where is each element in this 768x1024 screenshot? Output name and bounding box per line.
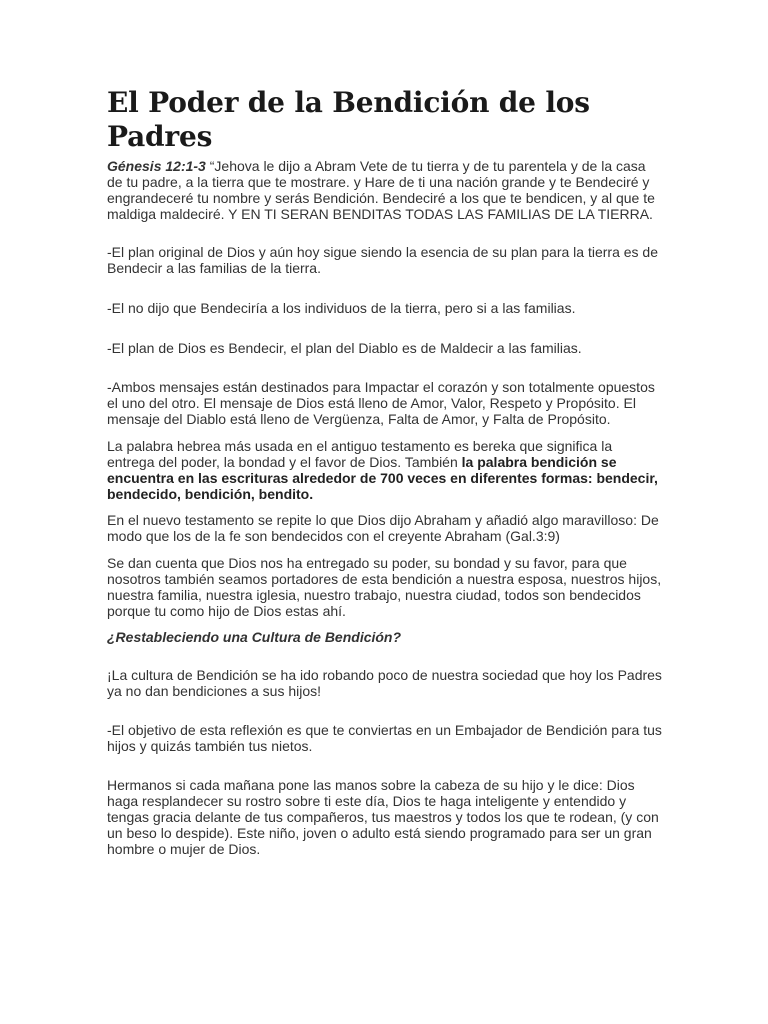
- paragraph-palabra-hebrea-bold: la palabra bendición se encuentra en las escrituras alrededor de 700 veces en diferentes formas: bendecir, bendecido, bendición, bendito.: [107, 454, 658, 502]
- verse-open-quote: “: [205, 158, 215, 174]
- paragraph-cultura: ¡La cultura de Bendición se ha ido robando poco de nuestra sociedad que hoy los Padres ya no dan bendiciones a sus hijos!: [107, 667, 662, 699]
- paragraph-palabra-hebrea-text: La palabra hebrea más usada en el antiguo testamento es bereka que significa la entrega del poder, la bondad y el favor de Dios. También: [107, 438, 613, 470]
- paragraph-hermanos: Hermanos si cada mañana pone las manos sobre la cabeza de su hijo y le dice: Dios haga resplandecer su rostro sobre ti este día, Dios te haga inteligente y entendido y tengas gracia delante de tus compañeros, tus maestros y todos los que te rodean, (y con un beso lo despide). Este niño, joven o adulto está siendo programado para ser un gran hombre o mujer de Dios.: [107, 777, 659, 857]
- paragraph-se-dan-cuenta: Se dan cuenta que Dios nos ha entregado su poder, su bondad y su favor, para que nosotros también seamos portadores de esta bendición a nuestra esposa, nuestros hijos, nuestra familia, nuestra iglesia, nuestro trabajo, nuestra ciudad, todos son bendecidos porque tu como hijo de Dios estas ahí.: [107, 555, 662, 619]
- verse-text: Jehova le dijo a Abram Vete de tu tierra y de tu parentela y de la casa de tu padre, a la tierra que te mostrare. y Hare de ti una nación grande y te Bendeciré y engrandeceré tu nombre y serás Bendición. Bendeciré a los que te bendicen, y al que te maldiga maldeciré. Y EN TI SERAN BENDITAS TODAS LAS FAMILIAS DE LA TIERRA.: [107, 158, 655, 222]
- paragraph-plan-dios: -El plan de Dios es Bendecir, el plan del Diablo es de Maldecir a las familias.: [107, 340, 582, 356]
- paragraph-plan-original: -El plan original de Dios y aún hoy sigue siendo la esencia de su plan para la tierra es de Bendecir a las familias de la tierra.: [107, 244, 659, 276]
- verse-reference: Génesis 12:1-3: [107, 158, 206, 174]
- paragraph-no-dijo: -El no dijo que Bendeciría a los individuos de la tierra, pero si a las familias.: [107, 300, 576, 316]
- document-page: [107, 86, 663, 857]
- paragraph-objetivo: -El objetivo de esta reflexión es que te conviertas en un Embajador de Bendición para tus hijos y quizás también tus nietos.: [107, 722, 662, 754]
- paragraph-ambos-mensajes: -Ambos mensajes están destinados para Impactar el corazón y son totalmente opuestos el uno del otro. El mensaje de Dios está lleno de Amor, Valor, Respeto y Propósito. El mensaje del Diablo está lleno de Vergüenza, Falta de Amor, y Falta de Propósito.: [107, 379, 655, 427]
- paragraph-palabra-hebrea: [107, 438, 663, 502]
- verse-paragraph: [107, 158, 663, 222]
- page-title: El Poder de la Bendición de los Padres: [107, 86, 590, 153]
- paragraph-nuevo-testamento: En el nuevo testamento se repite lo que Dios dijo Abraham y añadió algo maravilloso: De modo que los de la fe son bendecidos con el creyente Abraham (Gal.3:9): [107, 512, 659, 544]
- section-subheading: ¿Restableciendo una Cultura de Bendición?: [107, 629, 402, 645]
